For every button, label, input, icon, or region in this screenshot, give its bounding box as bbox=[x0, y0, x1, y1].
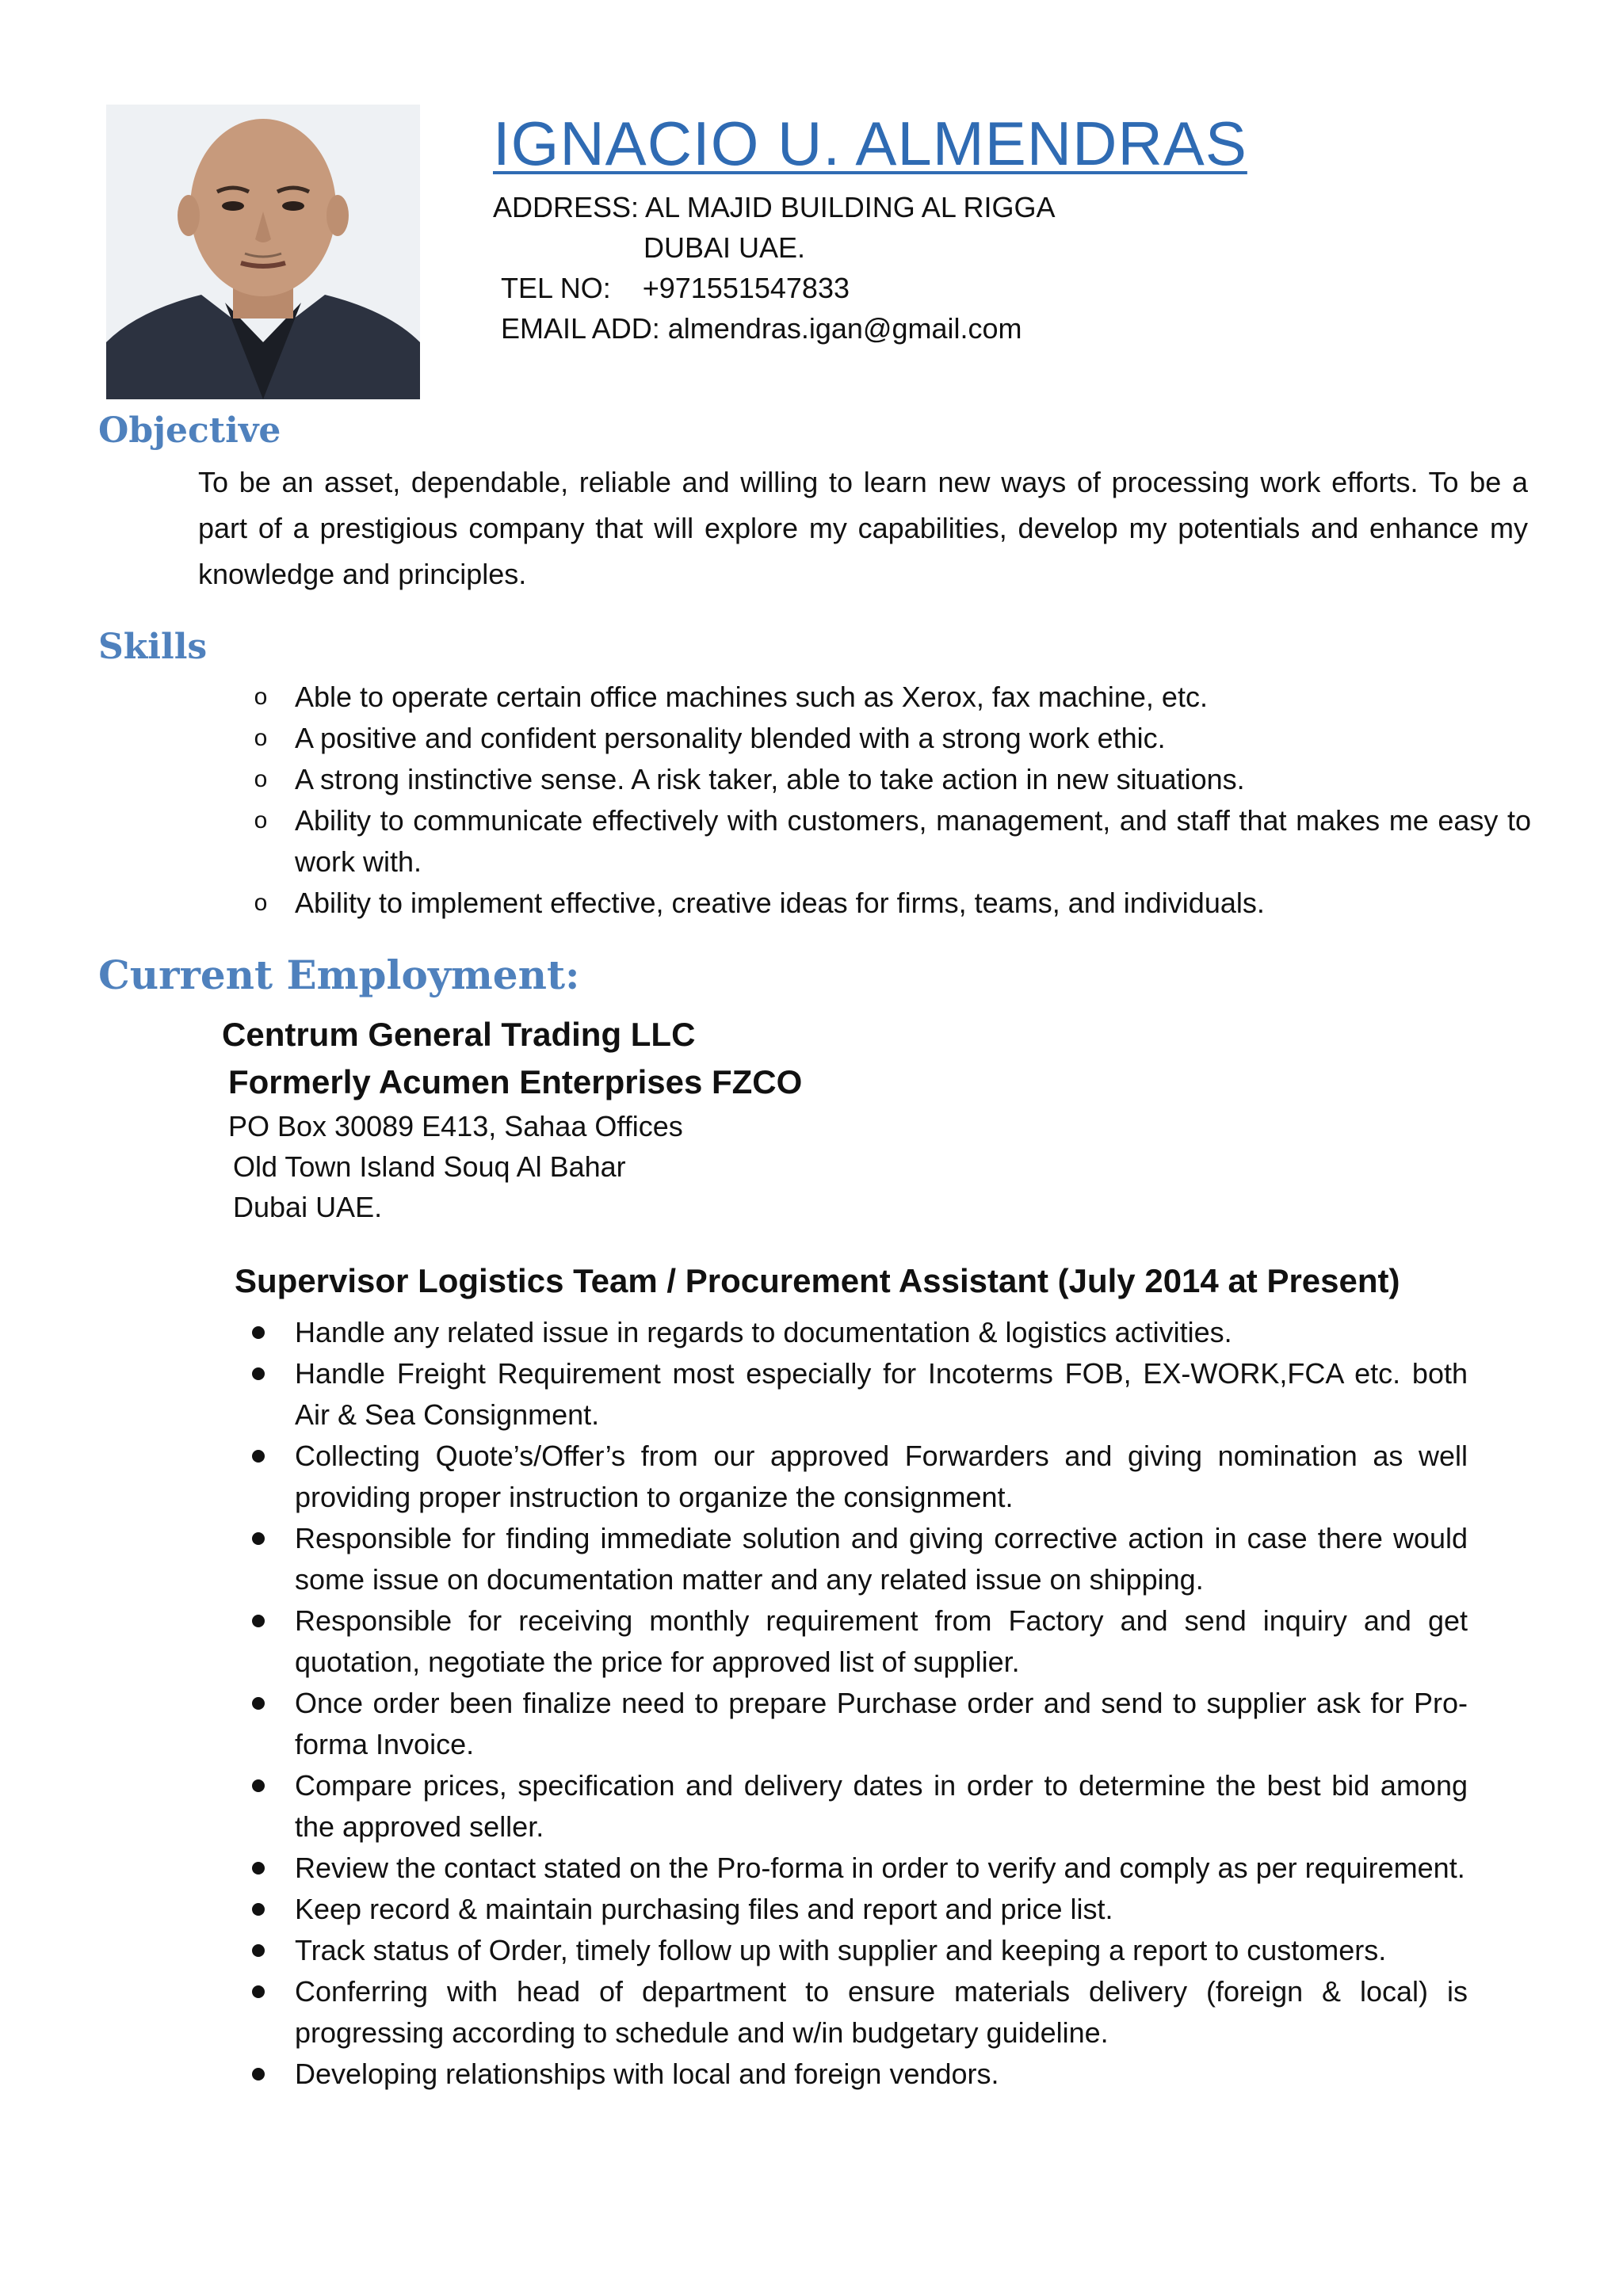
duty-item: Once order been finalize need to prepare Purchase order and send to supplier ask for Pro-forma Invoice. bbox=[247, 1683, 1468, 1765]
objective-text: To be an asset, dependable, reliable and willing to learn new ways of processing work efforts. To be a part of a prestigious company that will explore my capabilities, develop my potentials and enhance my knowledge and principles. bbox=[198, 466, 1528, 590]
duty-item: Developing relationships with local and foreign vendors. bbox=[247, 2054, 1468, 2095]
skills-heading: Skills bbox=[98, 627, 208, 667]
skills-list bbox=[247, 677, 1531, 924]
skill-item: o Ability to communicate effectively with customers, management, and staff that makes me easy to work with. bbox=[247, 800, 1531, 883]
bullet-icon bbox=[252, 1944, 265, 1957]
candidate-name: IGNACIO U. ALMENDRAS bbox=[493, 109, 1247, 178]
company-block bbox=[222, 1011, 1569, 1227]
bullet-icon bbox=[252, 1326, 265, 1339]
email-address: almendras.igan@gmail.com bbox=[667, 312, 1022, 345]
bullet-icon bbox=[252, 1450, 265, 1463]
duty-item: Handle Freight Requirement most especially for Incoterms FOB, EX-WORK,FCA etc. both Air & Sea Consignment. bbox=[247, 1353, 1468, 1436]
bullet-icon bbox=[252, 1985, 265, 1998]
company-name: Centrum General Trading LLC bbox=[222, 1016, 696, 1053]
duty-item: Collecting Quote’s/Offer’s from our approved Forwarders and giving nomination as well providing proper instruction to organize the consignment. bbox=[247, 1436, 1468, 1518]
skill-item: o Ability to implement effective, creative ideas for firms, teams, and individuals. bbox=[247, 883, 1531, 924]
company-address-line: PO Box 30089 E413, Sahaa Offices bbox=[228, 1110, 683, 1142]
address-line-1: ADDRESS: AL MAJID BUILDING AL RIGGA bbox=[493, 191, 1056, 223]
phone-line bbox=[493, 268, 1056, 308]
duty-item: Compare prices, specification and delivery dates in order to determine the best bid among the approved seller. bbox=[247, 1765, 1468, 1848]
duties-list bbox=[247, 1312, 1468, 2095]
phone-number: +971551547833 bbox=[642, 272, 850, 304]
circle-bullet-icon: o bbox=[254, 725, 268, 751]
bullet-icon bbox=[252, 2068, 265, 2081]
duty-item: Conferring with head of department to ensure materials delivery (foreign & local) is progressing according to schedule and w/in budgetary guideline. bbox=[247, 1971, 1468, 2054]
bullet-icon bbox=[252, 1615, 265, 1627]
skill-item: o A positive and confident personality blended with a strong work ethic. bbox=[247, 718, 1531, 759]
email-line bbox=[493, 308, 1056, 349]
address-line-2: DUBAI UAE. bbox=[643, 231, 806, 264]
bullet-icon bbox=[252, 1367, 265, 1380]
duty-item: Review the contact stated on the Pro-forma in order to verify and comply as per requirement. bbox=[247, 1848, 1468, 1889]
circle-bullet-icon: o bbox=[254, 807, 268, 833]
duty-item: Responsible for receiving monthly requirement from Factory and send inquiry and get quotation, negotiate the price for approved list of supplier. bbox=[247, 1600, 1468, 1683]
profile-photo bbox=[106, 105, 420, 399]
contact-block bbox=[493, 187, 1056, 349]
duty-item: Keep record & maintain purchasing files and report and price list. bbox=[247, 1889, 1468, 1930]
circle-bullet-icon: o bbox=[254, 684, 268, 710]
email-label: EMAIL ADD: bbox=[501, 312, 660, 345]
bullet-icon bbox=[252, 1532, 265, 1545]
bullet-icon bbox=[252, 1862, 265, 1875]
bullet-icon bbox=[252, 1903, 265, 1916]
company-address-line: Dubai UAE. bbox=[233, 1191, 383, 1223]
duty-item: Handle any related issue in regards to documentation & logistics activities. bbox=[247, 1312, 1468, 1353]
company-address-line: Old Town Island Souq Al Bahar bbox=[233, 1150, 626, 1183]
duty-item: Track status of Order, timely follow up with supplier and keeping a report to customers. bbox=[247, 1930, 1468, 1971]
objective-heading: Objective bbox=[98, 410, 281, 451]
phone-label: TEL NO: bbox=[501, 272, 611, 304]
skill-item: o Able to operate certain office machines such as Xerox, fax machine, etc. bbox=[247, 677, 1531, 718]
bullet-icon bbox=[252, 1697, 265, 1710]
bullet-icon bbox=[252, 1779, 265, 1792]
circle-bullet-icon: o bbox=[254, 890, 268, 916]
skill-item: o A strong instinctive sense. A risk taker, able to take action in new situations. bbox=[247, 759, 1531, 800]
circle-bullet-icon: o bbox=[254, 766, 268, 792]
job-title: Supervisor Logistics Team / Procurement Assistant (July 2014 at Present) bbox=[235, 1262, 1400, 1299]
duty-item: Responsible for finding immediate solution and giving corrective action in case there would some issue on documentation matter and any related issue on shipping. bbox=[247, 1518, 1468, 1600]
former-company-name: Formerly Acumen Enterprises FZCO bbox=[228, 1063, 803, 1100]
employment-heading: Current Employment: bbox=[98, 952, 580, 998]
